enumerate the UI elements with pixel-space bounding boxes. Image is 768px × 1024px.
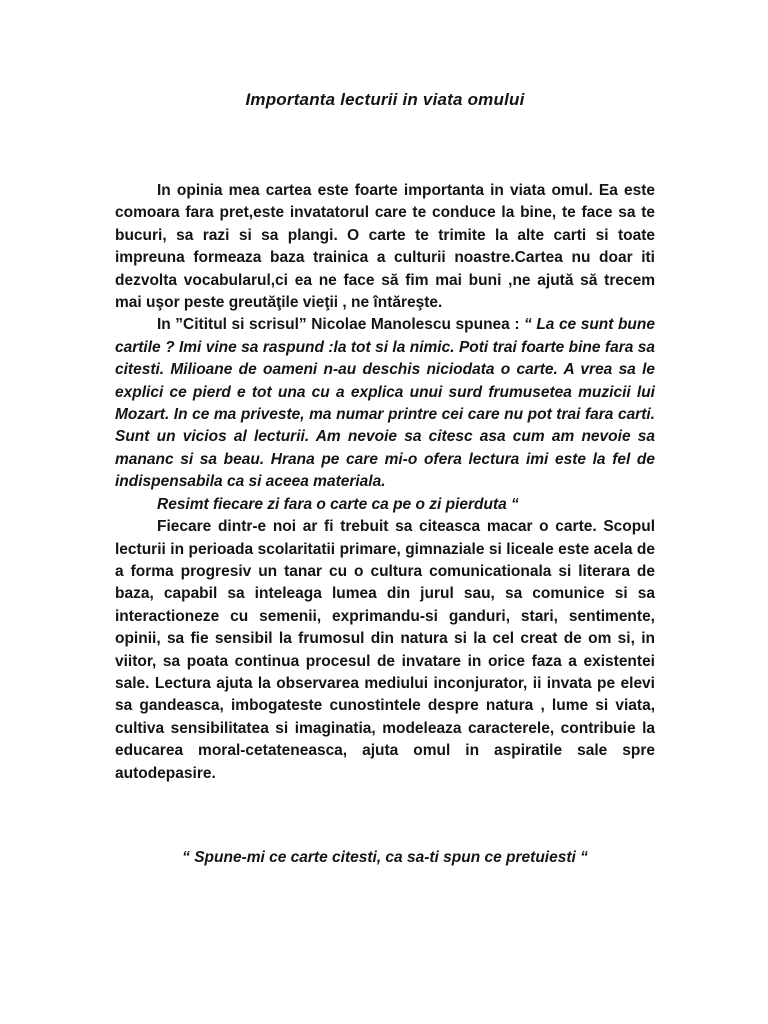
paragraph-manolescu — [115, 314, 655, 493]
closing-quote: “ Spune-mi ce carte citesti, ca sa-ti spun ce pretuiesti “ — [182, 848, 588, 866]
paragraph-scopul-lecturii: Fiecare dintr-e noi ar fi trebuit sa citeasca macar o carte. Scopul lecturii in perioada scolaritatii primare, gimnaziale si liceale este acela de a forma progresiv un tanar cu o cultura comunicationala si literara de baza, capabil sa inteleaga lumea din jurul sau, sa comunice si sa interactioneze cu semenii, exprimandu-si ganduri, stari, sentimente, opinii, sa fie sensibil la frumosul din natura si la cel creat de om si, in viitor, sa poata continua procesul de invatare in orice faza a existentei sale. Lectura ajuta la observarea mediului inconjurator, ii invata pe elevi sa gandeasca, imbogateste cunostintele despre natura , lume si viata, cultiva sensibilitatea si imaginatia, modeleaza caracterele, contribuie la educarea moral-cetateneasca, ajuta omul in aspiratile sale spre autodepasire. — [115, 518, 655, 782]
paragraph-manolescu-intro: In ”Cititul si scrisul” Nicolae Manolescu spunea : — [157, 316, 525, 334]
paragraph-opinion-text: In opinia mea cartea este foarte importanta in viata omul. Ea este comoara fara pret,este invatatorul care te conduce la bine, te face sa te bucuri, sa razi si sa plangi. O carte te trimite la alte carti si toate impreuna formeaza baza trainica a culturii noastre.Cartea nu doar iti dezvolta vocabularul,ci ea ne face să fim mai buni ,ne ajută să trecem mai uşor peste greutăţile vieţii , ne întăreşte. — [115, 182, 655, 312]
paragraph-opinion — [115, 180, 655, 314]
paragraph-resimt: Resimt fiecare zi fara o carte ca pe o zi pierduta “ — [157, 495, 519, 513]
document-title: Importanta lecturii in viata omului — [245, 90, 525, 109]
document-body — [115, 180, 655, 785]
paragraph-manolescu-quote: “ La ce sunt bune cartile ? Imi vine sa raspund :la tot si la nimic. Poti trai foarte bine fara sa citesti. Milioane de oameni n-au deschis niciodata o carte. A vrea sa le explici ce pierd e tot una cu a explica unui surd frumusetea muzicii lui Mozart. In ce ma priveste, ma numar printre cei care nu pot trai fara carti. Sunt un vicios al lecturii. Am nevoie sa citesc asa cum am nevoie sa mananc si sa beau. Hrana pe care mi-o ofera lectura imi este la fel de indispensabila ca si aceea materiala. — [115, 316, 655, 491]
